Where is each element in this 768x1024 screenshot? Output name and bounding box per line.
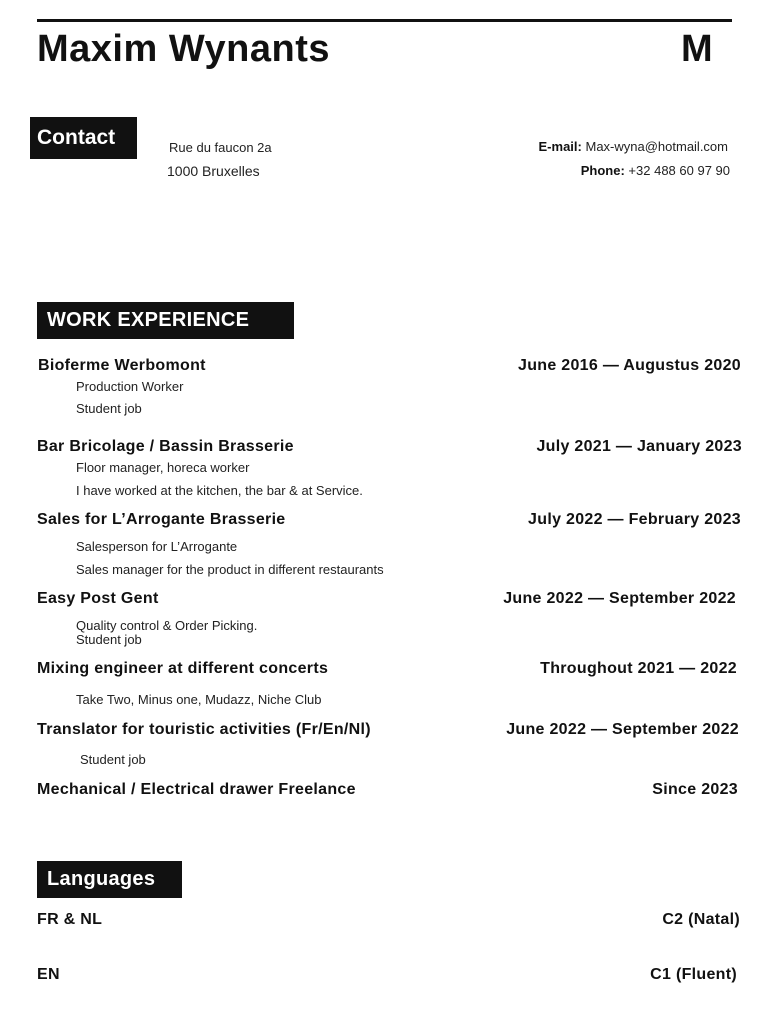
- job-detail: Sales manager for the product in different restaurants: [76, 562, 384, 577]
- job-date: Since 2023: [652, 781, 738, 798]
- email-value[interactable]: Max-wyna@hotmail.com: [585, 139, 728, 154]
- language-name: EN: [37, 966, 60, 983]
- job-date: June 2022 — September 2022: [503, 590, 736, 607]
- job-detail: Production Worker: [76, 379, 184, 394]
- job-date: Throughout 2021 — 2022: [540, 660, 737, 677]
- contact-heading: Contact: [30, 117, 137, 159]
- address-line-1: Rue du faucon 2a: [169, 140, 272, 155]
- job-title: Sales for L’Arrogante Brasserie: [37, 511, 286, 528]
- job-detail: Student job: [76, 632, 142, 647]
- job-detail: Quality control & Order Picking.: [76, 618, 258, 633]
- job-detail: Salesperson for L’Arrogante: [76, 539, 238, 554]
- job-date: June 2016 — Augustus 2020: [518, 357, 741, 374]
- phone-row: [581, 163, 730, 178]
- job-title: Mixing engineer at different concerts: [37, 660, 329, 677]
- language-name: FR & NL: [37, 911, 103, 928]
- job-detail: I have worked at the kitchen, the bar & at Service.: [76, 483, 363, 498]
- email-row: [539, 139, 728, 154]
- job-detail: Student job: [76, 401, 142, 416]
- job-title: Bioferme Werbomont: [38, 357, 206, 374]
- header-rule: [37, 19, 732, 22]
- job-date: July 2022 — February 2023: [528, 511, 741, 528]
- address-line-2: 1000 Bruxelles: [167, 163, 260, 179]
- phone-label: Phone:: [580, 163, 625, 178]
- job-detail: Take Two, Minus one, Mudazz, Niche Club: [76, 692, 322, 707]
- job-date: July 2021 — January 2023: [536, 438, 742, 455]
- resume-name: Maxim Wynants: [37, 28, 330, 70]
- phone-value[interactable]: +32 488 60 97 90: [628, 163, 730, 178]
- email-label: E-mail:: [538, 139, 582, 154]
- work-experience-heading: WORK EXPERIENCE: [37, 302, 294, 339]
- language-level: C1 (Fluent): [650, 966, 737, 983]
- job-detail: Student job: [80, 752, 146, 767]
- job-title: Easy Post Gent: [37, 590, 159, 607]
- job-detail: Floor manager, horeca worker: [76, 460, 250, 475]
- job-title: Bar Bricolage / Bassin Brasserie: [37, 438, 294, 455]
- name-initial: M: [681, 28, 713, 70]
- job-title: Translator for touristic activities (Fr/En/Nl): [37, 721, 371, 738]
- languages-heading: Languages: [37, 861, 182, 898]
- language-level: C2 (Natal): [662, 911, 740, 928]
- job-title: Mechanical / Electrical drawer Freelance: [37, 781, 356, 798]
- job-date: June 2022 — September 2022: [506, 721, 739, 738]
